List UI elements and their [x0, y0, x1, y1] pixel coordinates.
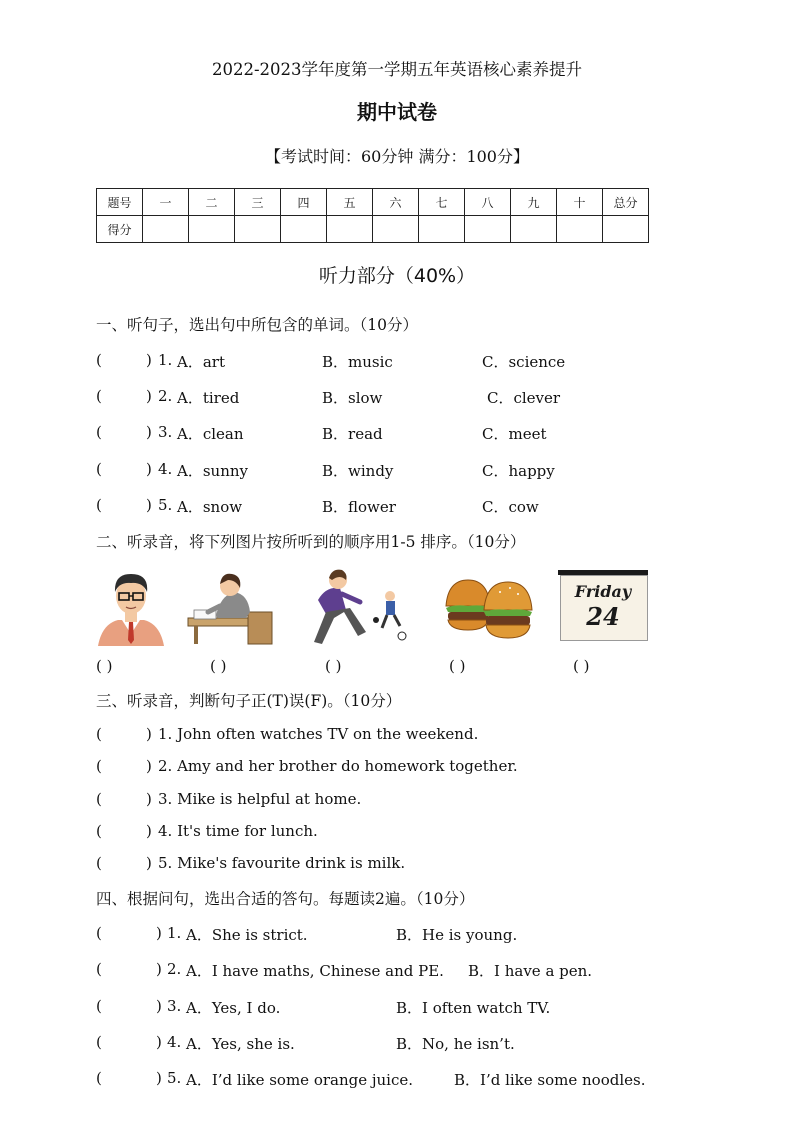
option-a: A．I’d like some orange juice. — [186, 1071, 414, 1089]
score-table-score-row — [97, 216, 649, 243]
answer-paren-close: ) — [146, 725, 152, 743]
question-number: 1. — [158, 351, 173, 369]
option-a: A．art — [177, 353, 225, 371]
score-table-header-row — [97, 189, 649, 216]
answer-paren-close: ) — [146, 822, 152, 840]
homework-picture — [186, 566, 274, 646]
option-a: A．tired — [177, 389, 240, 407]
score-cell: 九 — [511, 189, 557, 216]
option-a: A．clean — [177, 425, 244, 443]
option-a: A．She is strict. — [186, 926, 308, 944]
option-a: A．snow — [177, 498, 243, 516]
answer-paren-close: ) — [146, 387, 152, 405]
answer-paren-open: ( — [96, 854, 102, 872]
question-number: 3. — [167, 997, 182, 1015]
score-blank-cell[interactable] — [143, 216, 189, 243]
order-blank[interactable]: ( ) — [96, 657, 113, 675]
score-blank-cell[interactable] — [281, 216, 327, 243]
answer-paren-open: ( — [96, 822, 102, 840]
score-cell: 六 — [373, 189, 419, 216]
order-blank[interactable]: ( ) — [210, 657, 227, 675]
score-blank-cell[interactable] — [189, 216, 235, 243]
option-c: C．clever — [487, 389, 561, 407]
answer-paren-close: ) — [156, 1069, 162, 1087]
football-picture — [308, 566, 408, 646]
option-b: B．read — [322, 425, 383, 443]
score-cell: 总分 — [603, 189, 649, 216]
tf-statement: 3. Mike is helpful at home. — [158, 790, 362, 808]
score-blank-cell[interactable] — [603, 216, 649, 243]
score-cell: 四 — [281, 189, 327, 216]
answer-paren-close: ) — [146, 351, 152, 369]
order-blank[interactable]: ( ) — [325, 657, 342, 675]
option-b: B．He is young. — [396, 926, 518, 944]
score-cell: 十 — [557, 189, 603, 216]
answer-paren-open: ( — [96, 790, 102, 808]
answer-paren-close: ) — [146, 757, 152, 775]
score-cell: 一 — [143, 189, 189, 216]
order-blank[interactable]: ( ) — [573, 657, 590, 675]
score-cell: 七 — [419, 189, 465, 216]
option-b: B．No, he isn’t. — [396, 1035, 515, 1053]
answer-paren-close: ) — [146, 423, 152, 441]
score-blank-cell[interactable] — [465, 216, 511, 243]
calendar-day: Friday — [574, 582, 632, 601]
option-c: C．science — [482, 353, 566, 371]
listening-section-title: 听力部分（40%） — [318, 265, 476, 287]
answer-paren-open: ( — [96, 960, 102, 978]
option-a: A．I have maths, Chinese and PE. — [186, 962, 444, 980]
question-number: 5. — [158, 496, 173, 514]
answer-paren-open: ( — [96, 924, 102, 942]
option-c: C．cow — [482, 498, 539, 516]
score-blank-cell[interactable] — [419, 216, 465, 243]
calendar-date: 24 — [586, 602, 620, 631]
answer-paren-open: ( — [96, 460, 102, 478]
tf-statement: 1. John often watches TV on the weekend. — [158, 725, 479, 743]
answer-paren-open: ( — [96, 757, 102, 775]
question-number: 2. — [167, 960, 182, 978]
answer-paren-close: ) — [146, 496, 152, 514]
answer-paren-close: ) — [156, 1033, 162, 1051]
question-number: 4. — [167, 1033, 182, 1051]
answer-paren-close: ) — [146, 460, 152, 478]
exam-title-line2: 期中试卷 — [357, 100, 437, 124]
section3-heading: 三、听录音，判断句子正(T)误(F)。（10分） — [96, 692, 402, 710]
score-cell: 八 — [465, 189, 511, 216]
option-b: B．music — [322, 353, 393, 371]
answer-paren-open: ( — [96, 997, 102, 1015]
score-cell: 题号 — [97, 189, 143, 216]
score-blank-cell[interactable] — [373, 216, 419, 243]
tf-statement: 5. Mike's favourite drink is milk. — [158, 854, 406, 872]
option-c: C．happy — [482, 462, 555, 480]
tf-statement: 2. Amy and her brother do homework together. — [158, 757, 518, 775]
option-b: B．I’d like some noodles. — [454, 1071, 646, 1089]
hamburger-picture — [444, 566, 534, 646]
score-blank-cell[interactable] — [511, 216, 557, 243]
order-blank[interactable]: ( ) — [449, 657, 466, 675]
answer-paren-close: ) — [146, 790, 152, 808]
score-blank-cell[interactable] — [557, 216, 603, 243]
question-number: 3. — [158, 423, 173, 441]
answer-paren-close: ) — [156, 924, 162, 942]
option-a: A．Yes, she is. — [186, 1035, 295, 1053]
section2-heading: 二、听录音，将下列图片按所听到的顺序用1-5 排序。（10分） — [96, 533, 526, 551]
exam-title-line1: 2022-2023学年度第一学期五年英语核心素养提升 — [211, 60, 583, 79]
answer-paren-close: ) — [156, 997, 162, 1015]
calendar-picture — [558, 570, 648, 642]
answer-paren-open: ( — [96, 351, 102, 369]
score-label-cell: 得分 — [97, 216, 143, 243]
option-b: B．windy — [322, 462, 394, 480]
answer-paren-close: ) — [146, 854, 152, 872]
score-blank-cell[interactable] — [327, 216, 373, 243]
question-number: 5. — [167, 1069, 182, 1087]
score-table — [96, 188, 649, 243]
answer-paren-open: ( — [96, 1069, 102, 1087]
answer-paren-open: ( — [96, 496, 102, 514]
question-number: 4. — [158, 460, 173, 478]
score-cell: 五 — [327, 189, 373, 216]
teacher-picture — [96, 566, 166, 646]
answer-paren-open: ( — [96, 725, 102, 743]
exam-info: 【考试时间：60分钟 满分：100分】 — [265, 147, 529, 166]
question-number: 2. — [158, 387, 173, 405]
answer-paren-open: ( — [96, 423, 102, 441]
option-b: B．I have a pen. — [468, 962, 593, 980]
tf-statement: 4. It's time for lunch. — [158, 822, 318, 840]
section1-heading: 一、听句子，选出句中所包含的单词。（10分） — [96, 316, 418, 334]
score-blank-cell[interactable] — [235, 216, 281, 243]
option-b: B．slow — [322, 389, 383, 407]
option-b: B．I often watch TV. — [396, 999, 551, 1017]
score-cell: 二 — [189, 189, 235, 216]
answer-paren-open: ( — [96, 1033, 102, 1051]
score-cell: 三 — [235, 189, 281, 216]
answer-paren-open: ( — [96, 387, 102, 405]
option-b: B．flower — [322, 498, 396, 516]
answer-paren-close: ) — [156, 960, 162, 978]
option-a: A．sunny — [177, 462, 248, 480]
option-c: C．meet — [482, 425, 547, 443]
option-a: A．Yes, I do. — [186, 999, 281, 1017]
question-number: 1. — [167, 924, 182, 942]
section4-heading: 四、根据问句，选出合适的答句。每题读2遍。（10分） — [96, 890, 475, 908]
